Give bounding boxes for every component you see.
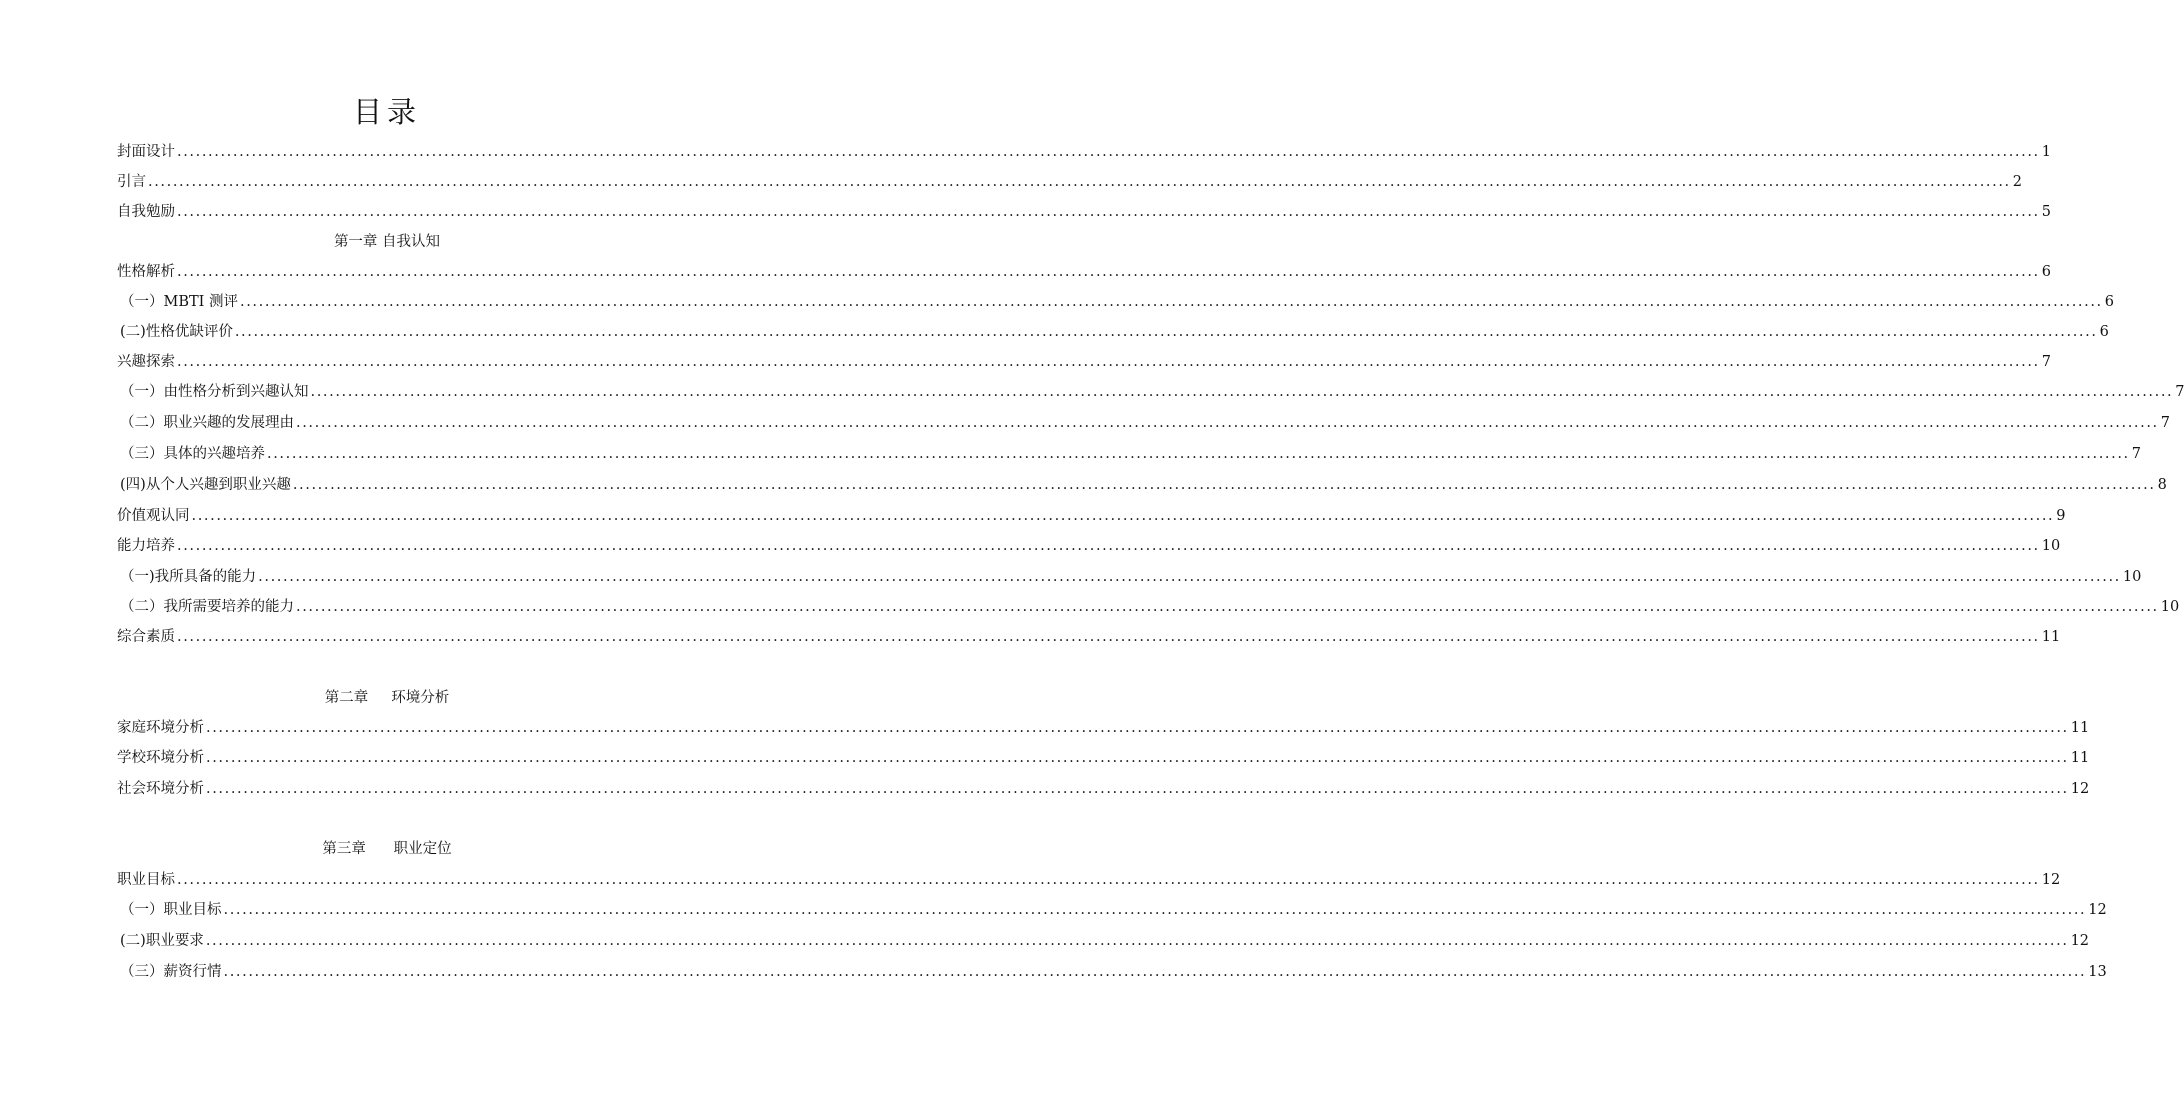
- chapter-heading: [0, 230, 774, 254]
- toc-entry-label: 家庭环境分析: [117, 720, 204, 736]
- dot-leader: ............................................................................................................................................................................................................................................................................................................: [223, 964, 2087, 980]
- toc-entry-label: (二)职业要求: [120, 933, 204, 949]
- toc-entry-label: （一)我所具备的能力: [120, 569, 257, 585]
- toc-entry[interactable]: [120, 380, 2184, 404]
- toc-entry-label: （二）职业兴趣的发展理由: [120, 415, 294, 431]
- toc-entry[interactable]: [117, 200, 2051, 224]
- toc-entry-page-number: 13: [2088, 964, 2107, 980]
- dot-leader: ............................................................................................................................................................................................................................................................................................................: [223, 902, 2087, 918]
- toc-entry-label: (二)性格优缺评价: [120, 324, 233, 340]
- dot-leader: ............................................................................................................................................................................................................................................................................................................: [205, 933, 2069, 949]
- toc-entry-label: （一）由性格分析到兴趣认知: [120, 384, 309, 400]
- toc-entry-page-number: 9: [2056, 508, 2066, 524]
- dot-leader: ............................................................................................................................................................................................................................................................................................................: [177, 204, 2040, 220]
- toc-entry-page-number: 12: [2070, 933, 2090, 949]
- toc-entry-page-number: 6: [2104, 294, 2114, 310]
- dot-leader: ............................................................................................................................................................................................................................................................................................................: [206, 781, 2069, 797]
- dot-leader: ............................................................................................................................................................................................................................................................................................................: [240, 294, 2103, 310]
- toc-entry-label: 社会环境分析: [117, 781, 204, 797]
- toc-entry-page-number: 10: [2122, 569, 2142, 585]
- toc-entry[interactable]: [120, 929, 2090, 953]
- toc-entry[interactable]: [117, 534, 2061, 558]
- toc-entry-page-number: 12: [2041, 872, 2061, 888]
- toc-entry-page-number: 7: [2175, 384, 2184, 400]
- dot-leader: ............................................................................................................................................................................................................................................................................................................: [206, 720, 2069, 736]
- toc-entry-page-number: 10: [2160, 599, 2180, 615]
- dot-leader: ............................................................................................................................................................................................................................................................................................................: [296, 599, 2159, 615]
- toc-entry[interactable]: [117, 260, 2051, 284]
- toc-entry-label: （三）具体的兴趣培养: [120, 446, 265, 462]
- toc-entry-label: (四)从个人兴趣到职业兴趣: [120, 477, 291, 493]
- dot-leader: ............................................................................................................................................................................................................................................................................................................: [191, 508, 2055, 524]
- toc-entry[interactable]: [120, 898, 2107, 922]
- toc-entry[interactable]: [117, 716, 2090, 740]
- toc-entry-label: （二）我所需要培养的能力: [120, 599, 294, 615]
- toc-entry-page-number: 12: [2088, 902, 2107, 918]
- toc-entry-label: 学校环境分析: [117, 750, 204, 766]
- toc-entry-page-number: 6: [2099, 324, 2109, 340]
- chapter-heading-text: 第二章 环境分析: [324, 690, 450, 706]
- toc-entry-label: 职业目标: [117, 872, 175, 888]
- toc-entry-page-number: 11: [2041, 629, 2061, 645]
- dot-leader: ............................................................................................................................................................................................................................................................................................................: [206, 750, 2069, 766]
- toc-entry-page-number: 10: [2041, 538, 2061, 554]
- toc-entry[interactable]: [117, 140, 2051, 164]
- toc-entry-label: （一）职业目标: [120, 902, 222, 918]
- dot-leader: ............................................................................................................................................................................................................................................................................................................: [177, 354, 2040, 370]
- toc-entry[interactable]: [117, 746, 2090, 770]
- toc-entry[interactable]: [120, 565, 2142, 589]
- chapter-heading-text: 第三章 职业定位: [322, 841, 452, 857]
- dot-leader: ............................................................................................................................................................................................................................................................................................................: [148, 174, 2011, 190]
- dot-leader: ............................................................................................................................................................................................................................................................................................................: [177, 144, 2040, 160]
- dot-leader: ............................................................................................................................................................................................................................................................................................................: [177, 629, 2040, 645]
- dot-leader: ............................................................................................................................................................................................................................................................................................................: [292, 477, 2156, 493]
- toc-entry[interactable]: [117, 350, 2051, 374]
- toc-entry[interactable]: [120, 411, 2170, 435]
- toc-entry-page-number: 11: [2070, 750, 2090, 766]
- toc-entry-page-number: 12: [2070, 781, 2090, 797]
- dot-leader: ............................................................................................................................................................................................................................................................................................................: [258, 569, 2121, 585]
- toc-entry[interactable]: [117, 170, 2022, 194]
- dot-leader: ............................................................................................................................................................................................................................................................................................................: [177, 538, 2040, 554]
- chapter-heading: [0, 837, 774, 861]
- toc-title: 目录: [352, 95, 421, 129]
- toc-entry-label: 性格解析: [117, 264, 175, 280]
- toc-entry-page-number: 1: [2041, 144, 2051, 160]
- dot-leader: ............................................................................................................................................................................................................................................................................................................: [177, 264, 2040, 280]
- dot-leader: ............................................................................................................................................................................................................................................................................................................: [296, 415, 2159, 431]
- toc-entry[interactable]: [117, 625, 2061, 649]
- toc-entry[interactable]: [117, 504, 2066, 528]
- toc-entry[interactable]: [120, 442, 2141, 466]
- toc-entry-page-number: 7: [2160, 415, 2170, 431]
- dot-leader: ............................................................................................................................................................................................................................................................................................................: [267, 446, 2130, 462]
- toc-entry-label: 封面设计: [117, 144, 175, 160]
- toc-entry[interactable]: [120, 290, 2114, 314]
- toc-entry[interactable]: [120, 595, 2180, 619]
- toc-entry-page-number: 6: [2041, 264, 2051, 280]
- toc-entry-label: 引言: [117, 174, 146, 190]
- toc-entry-page-number: 7: [2041, 354, 2051, 370]
- toc-entry[interactable]: [117, 868, 2061, 892]
- chapter-heading-text: 第一章 自我认知: [333, 234, 441, 250]
- chapter-heading: [0, 686, 774, 710]
- toc-entry-page-number: 7: [2131, 446, 2141, 462]
- toc-entry-label: （一）MBTI 测评: [120, 294, 239, 310]
- toc-entry-label: 综合素质: [117, 629, 175, 645]
- dot-leader: ............................................................................................................................................................................................................................................................................................................: [177, 872, 2040, 888]
- toc-entry[interactable]: [120, 320, 2109, 344]
- dot-leader: ............................................................................................................................................................................................................................................................................................................: [310, 384, 2174, 400]
- toc-entry-page-number: 11: [2070, 720, 2090, 736]
- toc-entry-label: 兴趣探索: [117, 354, 175, 370]
- toc-entry-label: 能力培养: [117, 538, 175, 554]
- dot-leader: ............................................................................................................................................................................................................................................................................................................: [234, 324, 2098, 340]
- toc-entry-label: （三）薪资行情: [120, 964, 222, 980]
- toc-entry-label: 价值观认同: [117, 508, 190, 524]
- toc-entry[interactable]: [117, 777, 2090, 801]
- toc-entry-page-number: 5: [2041, 204, 2051, 220]
- toc-entry[interactable]: [120, 473, 2167, 497]
- toc-entry-page-number: 2: [2012, 174, 2022, 190]
- toc-entry-label: 自我勉励: [117, 204, 175, 220]
- toc-entry[interactable]: [120, 960, 2107, 984]
- toc-entry-page-number: 8: [2157, 477, 2167, 493]
